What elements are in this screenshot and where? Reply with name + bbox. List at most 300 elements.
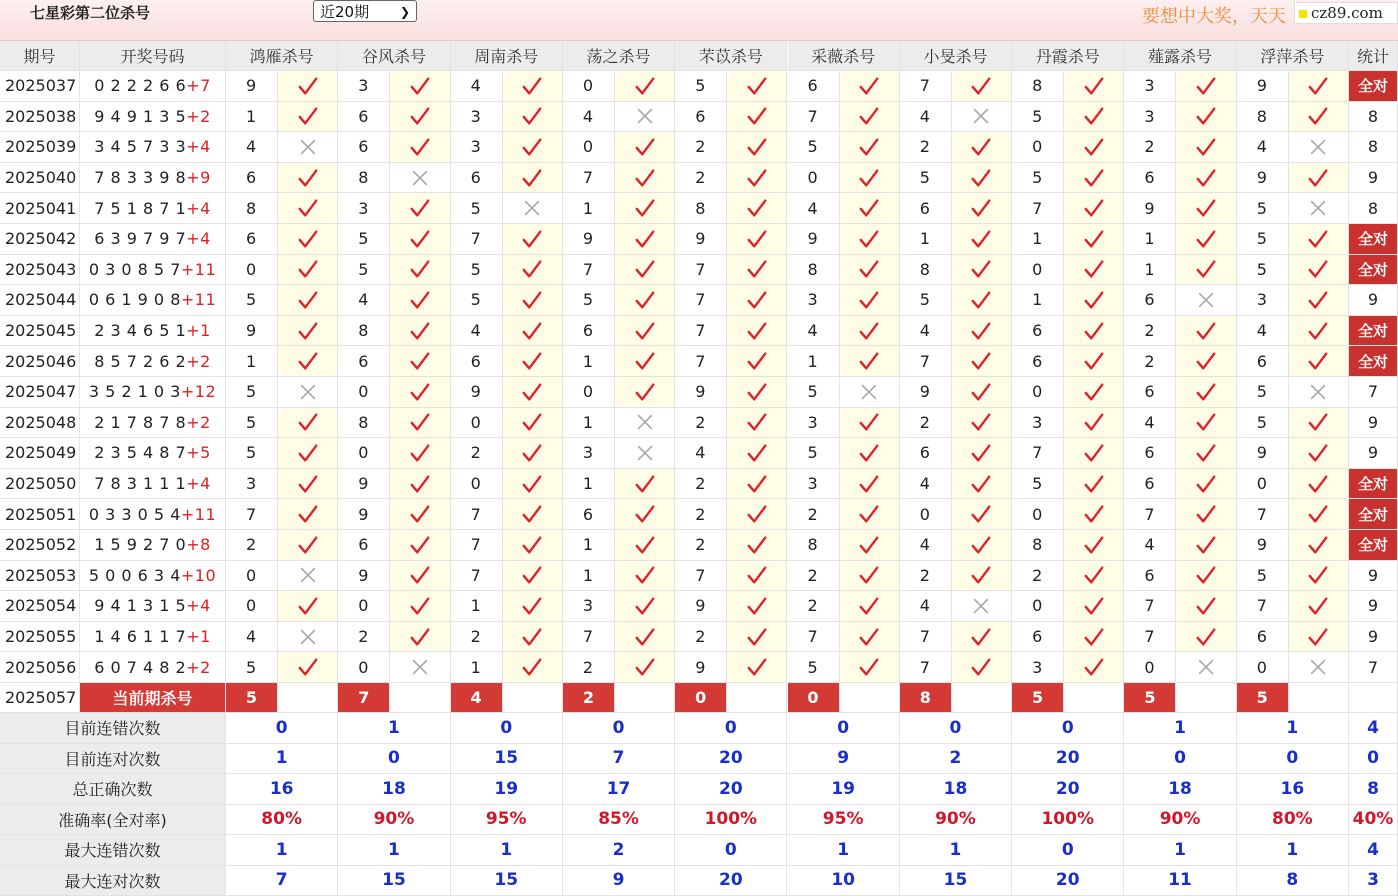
current-kill-number — [788, 683, 840, 713]
header-expert[interactable] — [675, 41, 787, 71]
kill-number — [451, 163, 503, 194]
draw-special-number: +1 — [186, 321, 211, 340]
result-correct — [1064, 193, 1124, 224]
kill-number — [1237, 622, 1289, 653]
kill-number-value: 6 — [1257, 352, 1267, 371]
result-wrong — [278, 561, 338, 592]
stats-value: 9 — [837, 748, 849, 768]
current-kill-number — [451, 683, 503, 713]
kill-number-value: 3 — [471, 137, 481, 156]
check-icon — [746, 289, 768, 311]
kill-number — [1012, 132, 1064, 163]
kill-number — [900, 193, 952, 224]
draw-special-number: +4 — [186, 596, 211, 615]
result-wrong — [952, 591, 1012, 622]
kill-number-value: 4 — [920, 107, 930, 126]
draw-cell — [80, 346, 226, 377]
kill-number-value: 5 — [695, 76, 705, 95]
stats-value: 2 — [613, 840, 625, 860]
period-select-value: 近20期 — [320, 3, 369, 21]
issue-cell — [0, 499, 80, 530]
stats-value: 0 — [837, 718, 849, 738]
stats-value: 15 — [494, 870, 518, 890]
result-correct — [1176, 163, 1236, 194]
result-correct — [840, 499, 900, 530]
cross-icon — [858, 381, 880, 403]
kill-number — [788, 346, 840, 377]
draw-numbers: 5 0 0 6 3 4 — [89, 566, 181, 585]
issue-cell — [0, 285, 80, 316]
kill-number-value: 6 — [1144, 443, 1154, 462]
current-blank — [952, 683, 1012, 713]
kill-number — [563, 102, 615, 133]
draw-cell — [80, 591, 226, 622]
result-correct — [1064, 255, 1124, 286]
result-correct — [1289, 591, 1349, 622]
issue-number: 2025041 — [5, 199, 76, 218]
kill-number — [451, 71, 503, 102]
issue-number: 2025038 — [5, 107, 76, 126]
result-correct — [952, 652, 1012, 683]
check-icon — [746, 626, 768, 648]
kill-number — [338, 193, 390, 224]
kill-number — [788, 132, 840, 163]
check-icon — [1195, 473, 1217, 495]
header-expert[interactable] — [788, 41, 900, 71]
header-stat — [1349, 41, 1398, 71]
check-icon — [521, 381, 543, 403]
result-correct — [727, 622, 787, 653]
stats-value-cell — [1124, 774, 1236, 805]
kill-number — [451, 561, 503, 592]
check-icon — [1083, 289, 1105, 311]
stats-value-cell — [900, 713, 1012, 744]
kill-number-value: 6 — [1144, 474, 1154, 493]
result-correct — [615, 499, 675, 530]
kill-number-value: 5 — [808, 137, 818, 156]
result-correct — [1064, 408, 1124, 439]
result-wrong — [503, 193, 563, 224]
result-wrong — [1289, 132, 1349, 163]
stats-value: 20 — [719, 779, 743, 799]
kill-number — [788, 224, 840, 255]
kill-number — [900, 622, 952, 653]
result-correct — [1289, 438, 1349, 469]
stats-value-cell — [451, 835, 563, 866]
stats-label-cell — [0, 835, 226, 866]
result-correct — [727, 193, 787, 224]
kill-number-value: 2 — [920, 566, 930, 585]
cross-icon — [297, 136, 319, 158]
stats-value-cell — [563, 835, 675, 866]
header-expert[interactable] — [563, 41, 675, 71]
header-expert[interactable] — [338, 41, 450, 71]
kill-number-value: 0 — [583, 76, 593, 95]
kill-number — [1124, 652, 1176, 683]
kill-number — [788, 530, 840, 561]
draw-numbers: 3 4 5 7 3 3 — [94, 137, 186, 156]
stats-value-cell — [1237, 744, 1349, 775]
kill-number — [1124, 224, 1176, 255]
period-select[interactable] — [313, 0, 417, 22]
kill-number — [338, 132, 390, 163]
stats-value: 100% — [705, 809, 758, 829]
stat-value: 9 — [1368, 596, 1378, 615]
result-correct — [1064, 438, 1124, 469]
stats-value: 90% — [374, 809, 415, 829]
check-icon — [1083, 473, 1105, 495]
check-icon — [1083, 350, 1105, 372]
result-correct — [727, 132, 787, 163]
check-icon — [1307, 411, 1329, 433]
kill-number-value: 9 — [471, 382, 481, 401]
stat-cell — [1349, 408, 1398, 439]
kill-number — [1124, 469, 1176, 500]
result-correct — [503, 408, 563, 439]
stats-value-cell — [338, 866, 450, 896]
header-draw-label: 开奖号码 — [120, 44, 184, 67]
kill-number-value: 8 — [1032, 76, 1042, 95]
stats-value: 1 — [276, 748, 288, 768]
kill-number — [675, 652, 727, 683]
kill-number — [226, 561, 278, 592]
kill-number — [1237, 71, 1289, 102]
kill-number-value: 2 — [695, 413, 705, 432]
result-correct — [1064, 499, 1124, 530]
kill-number — [226, 285, 278, 316]
stats-label-cell — [0, 805, 226, 836]
stats-value: 0 — [500, 718, 512, 738]
kill-number-value: 5 — [1257, 566, 1267, 585]
stats-label-cell — [0, 744, 226, 775]
kill-number — [1124, 561, 1176, 592]
result-correct — [1064, 285, 1124, 316]
check-icon — [1195, 75, 1217, 97]
check-icon — [1307, 595, 1329, 617]
kill-number-value: 6 — [920, 443, 930, 462]
kill-number-value: 3 — [1144, 107, 1154, 126]
stats-value: 0 — [950, 718, 962, 738]
kill-number — [675, 499, 727, 530]
result-correct — [1176, 591, 1236, 622]
result-correct — [727, 591, 787, 622]
site-badge[interactable] — [1294, 2, 1398, 24]
result-correct — [840, 591, 900, 622]
stats-label-cell — [0, 866, 226, 896]
kill-number-value: 5 — [920, 168, 930, 187]
kill-number — [900, 255, 952, 286]
check-icon — [634, 534, 656, 556]
stat-cell — [1349, 652, 1398, 683]
stats-value: 1 — [1174, 718, 1186, 738]
stats-value-cell — [1237, 774, 1349, 805]
current-issue-cell — [0, 683, 80, 713]
kill-number-value: 7 — [471, 505, 481, 524]
result-correct — [840, 530, 900, 561]
result-correct — [1289, 285, 1349, 316]
kill-number-value: 4 — [1144, 413, 1154, 432]
result-correct — [1064, 346, 1124, 377]
kill-number-value: 5 — [246, 658, 256, 677]
stats-value: 7 — [613, 748, 625, 768]
result-correct — [1176, 346, 1236, 377]
kill-number — [788, 71, 840, 102]
result-correct — [840, 316, 900, 347]
result-correct — [1176, 438, 1236, 469]
kill-number-value: 2 — [808, 505, 818, 524]
header-expert[interactable] — [1237, 41, 1349, 71]
kill-number-value: 6 — [471, 168, 481, 187]
stats-value: 1 — [1286, 840, 1298, 860]
check-icon — [858, 534, 880, 556]
stat-value: 全对 — [1358, 75, 1388, 96]
current-kill-number — [226, 683, 278, 713]
kill-number-value: 2 — [358, 627, 368, 646]
kill-number-value: 6 — [1032, 352, 1042, 371]
kill-number-value: 3 — [1144, 76, 1154, 95]
kill-number-value: 4 — [808, 199, 818, 218]
result-correct — [390, 408, 450, 439]
kill-number-value: 5 — [920, 290, 930, 309]
kill-number-value: 4 — [1144, 535, 1154, 554]
stats-value: 100% — [1041, 809, 1094, 829]
kill-number — [563, 377, 615, 408]
kill-number-value: 5 — [471, 260, 481, 279]
result-correct — [390, 499, 450, 530]
kill-number-value: 4 — [358, 290, 368, 309]
cross-icon — [970, 595, 992, 617]
header-expert[interactable] — [226, 41, 338, 71]
check-icon — [858, 595, 880, 617]
result-correct — [1064, 316, 1124, 347]
stats-value-cell — [451, 805, 563, 836]
draw-numbers: 9 4 1 3 1 5 — [94, 596, 186, 615]
header-expert[interactable] — [1012, 41, 1124, 71]
kill-number-value: 7 — [808, 627, 818, 646]
result-correct — [278, 652, 338, 683]
kill-number-value: 3 — [358, 199, 368, 218]
check-icon — [1083, 503, 1105, 525]
stats-value: 15 — [494, 748, 518, 768]
stats-value-cell — [900, 805, 1012, 836]
result-correct — [503, 285, 563, 316]
check-icon — [746, 411, 768, 433]
site-logo-icon — [1299, 10, 1307, 18]
result-correct — [952, 346, 1012, 377]
kill-number-value: 2 — [695, 168, 705, 187]
result-correct — [503, 591, 563, 622]
result-correct — [390, 255, 450, 286]
kill-number-value: 1 — [1032, 290, 1042, 309]
check-icon — [970, 228, 992, 250]
kill-number — [1124, 193, 1176, 224]
result-correct — [840, 408, 900, 439]
kill-number-value: 2 — [920, 137, 930, 156]
stat-value: 7 — [1368, 382, 1378, 401]
kill-number — [1124, 408, 1176, 439]
kill-number-value: 9 — [695, 596, 705, 615]
check-icon — [634, 595, 656, 617]
header-expert[interactable] — [451, 41, 563, 71]
kill-number — [451, 408, 503, 439]
stats-value-cell — [1012, 835, 1124, 866]
current-kill-label-cell — [80, 683, 226, 713]
kill-number — [1124, 316, 1176, 347]
check-icon — [521, 442, 543, 464]
kill-number — [226, 377, 278, 408]
stats-value-cell — [675, 744, 787, 775]
kill-number — [675, 71, 727, 102]
result-correct — [615, 591, 675, 622]
result-correct — [278, 285, 338, 316]
stat-cell — [1349, 377, 1398, 408]
kill-number-value: 0 — [808, 168, 818, 187]
kill-number-value: 2 — [1032, 566, 1042, 585]
result-correct — [278, 193, 338, 224]
result-correct — [727, 163, 787, 194]
kill-number-value: 6 — [358, 107, 368, 126]
stats-value-cell — [1124, 835, 1236, 866]
kill-number — [900, 346, 952, 377]
draw-numbers: 2 3 4 6 5 1 — [94, 321, 186, 340]
kill-number-value: 4 — [1257, 137, 1267, 156]
issue-number: 2025056 — [5, 658, 76, 677]
kill-number-value: 7 — [583, 168, 593, 187]
result-correct — [840, 132, 900, 163]
kill-number-value: 7 — [920, 352, 930, 371]
check-icon — [521, 167, 543, 189]
kill-number — [1012, 193, 1064, 224]
kill-number — [338, 285, 390, 316]
kill-number — [675, 377, 727, 408]
kill-number — [226, 71, 278, 102]
check-icon — [970, 411, 992, 433]
kill-number-value: 1 — [471, 596, 481, 615]
result-correct — [1176, 377, 1236, 408]
stats-value: 1 — [1174, 840, 1186, 860]
stat-value: 9 — [1368, 627, 1378, 646]
stat-cell — [1349, 285, 1398, 316]
result-correct — [503, 499, 563, 530]
kill-number-value: 5 — [1032, 168, 1042, 187]
kill-number — [338, 469, 390, 500]
kill-number — [226, 255, 278, 286]
check-icon — [297, 167, 319, 189]
check-icon — [409, 136, 431, 158]
check-icon — [1083, 595, 1105, 617]
check-icon — [634, 503, 656, 525]
stat-cell — [1349, 591, 1398, 622]
kill-number-value: 9 — [695, 229, 705, 248]
kill-number — [788, 255, 840, 286]
stats-value: 18 — [944, 779, 968, 799]
stats-value: 1 — [276, 840, 288, 860]
result-correct — [952, 224, 1012, 255]
current-kill-number — [338, 683, 390, 713]
stats-value-cell — [1237, 713, 1349, 744]
kill-number — [1237, 499, 1289, 530]
kill-number-value: 5 — [1032, 107, 1042, 126]
check-icon — [1083, 534, 1105, 556]
result-correct — [1064, 561, 1124, 592]
result-correct — [278, 469, 338, 500]
check-icon — [746, 564, 768, 586]
kill-number — [226, 652, 278, 683]
check-icon — [746, 473, 768, 495]
kill-number — [338, 163, 390, 194]
kill-number — [451, 132, 503, 163]
check-icon — [858, 503, 880, 525]
check-icon — [409, 258, 431, 280]
kill-number — [675, 622, 727, 653]
kill-number — [1237, 438, 1289, 469]
stats-value: 15 — [382, 870, 406, 890]
kill-number-value: 7 — [1032, 199, 1042, 218]
header-expert[interactable] — [1124, 41, 1236, 71]
kill-number — [1237, 224, 1289, 255]
check-icon — [634, 167, 656, 189]
kill-number-value: 1 — [920, 229, 930, 248]
check-icon — [1083, 228, 1105, 250]
check-icon — [409, 350, 431, 372]
kill-number — [900, 71, 952, 102]
kill-number-value: 9 — [695, 382, 705, 401]
result-correct — [503, 652, 563, 683]
check-icon — [746, 381, 768, 403]
issue-cell — [0, 193, 80, 224]
kill-number — [226, 530, 278, 561]
kill-number — [226, 346, 278, 377]
result-correct — [1289, 224, 1349, 255]
kill-number — [338, 408, 390, 439]
draw-cell — [80, 102, 226, 133]
result-wrong — [390, 163, 450, 194]
result-correct — [390, 469, 450, 500]
kill-number-value: 9 — [920, 382, 930, 401]
header-expert[interactable] — [900, 41, 1012, 71]
stats-value-cell — [1237, 866, 1349, 896]
kill-number-value: 2 — [808, 596, 818, 615]
check-icon — [1195, 595, 1217, 617]
issue-number: 2025040 — [5, 168, 76, 187]
stats-value-cell — [226, 835, 338, 866]
draw-special-number: +4 — [186, 229, 211, 248]
check-icon — [409, 411, 431, 433]
kill-number — [451, 193, 503, 224]
check-icon — [297, 105, 319, 127]
draw-cell — [80, 163, 226, 194]
kill-number — [1012, 346, 1064, 377]
issue-cell — [0, 469, 80, 500]
check-icon — [1083, 320, 1105, 342]
stats-value: 85% — [598, 809, 639, 829]
current-kill-value: 5 — [1032, 688, 1043, 707]
stats-value: 18 — [1168, 779, 1192, 799]
check-icon — [409, 381, 431, 403]
kill-number — [563, 224, 615, 255]
stats-value-cell — [451, 866, 563, 896]
result-correct — [503, 561, 563, 592]
stats-value: 9 — [613, 870, 625, 890]
stats-label: 最大连对次数 — [64, 869, 160, 892]
kill-number — [900, 163, 952, 194]
cross-icon — [634, 442, 656, 464]
kill-number — [675, 438, 727, 469]
check-icon — [1195, 105, 1217, 127]
kill-number — [900, 438, 952, 469]
kill-number — [451, 316, 503, 347]
kill-number — [900, 377, 952, 408]
